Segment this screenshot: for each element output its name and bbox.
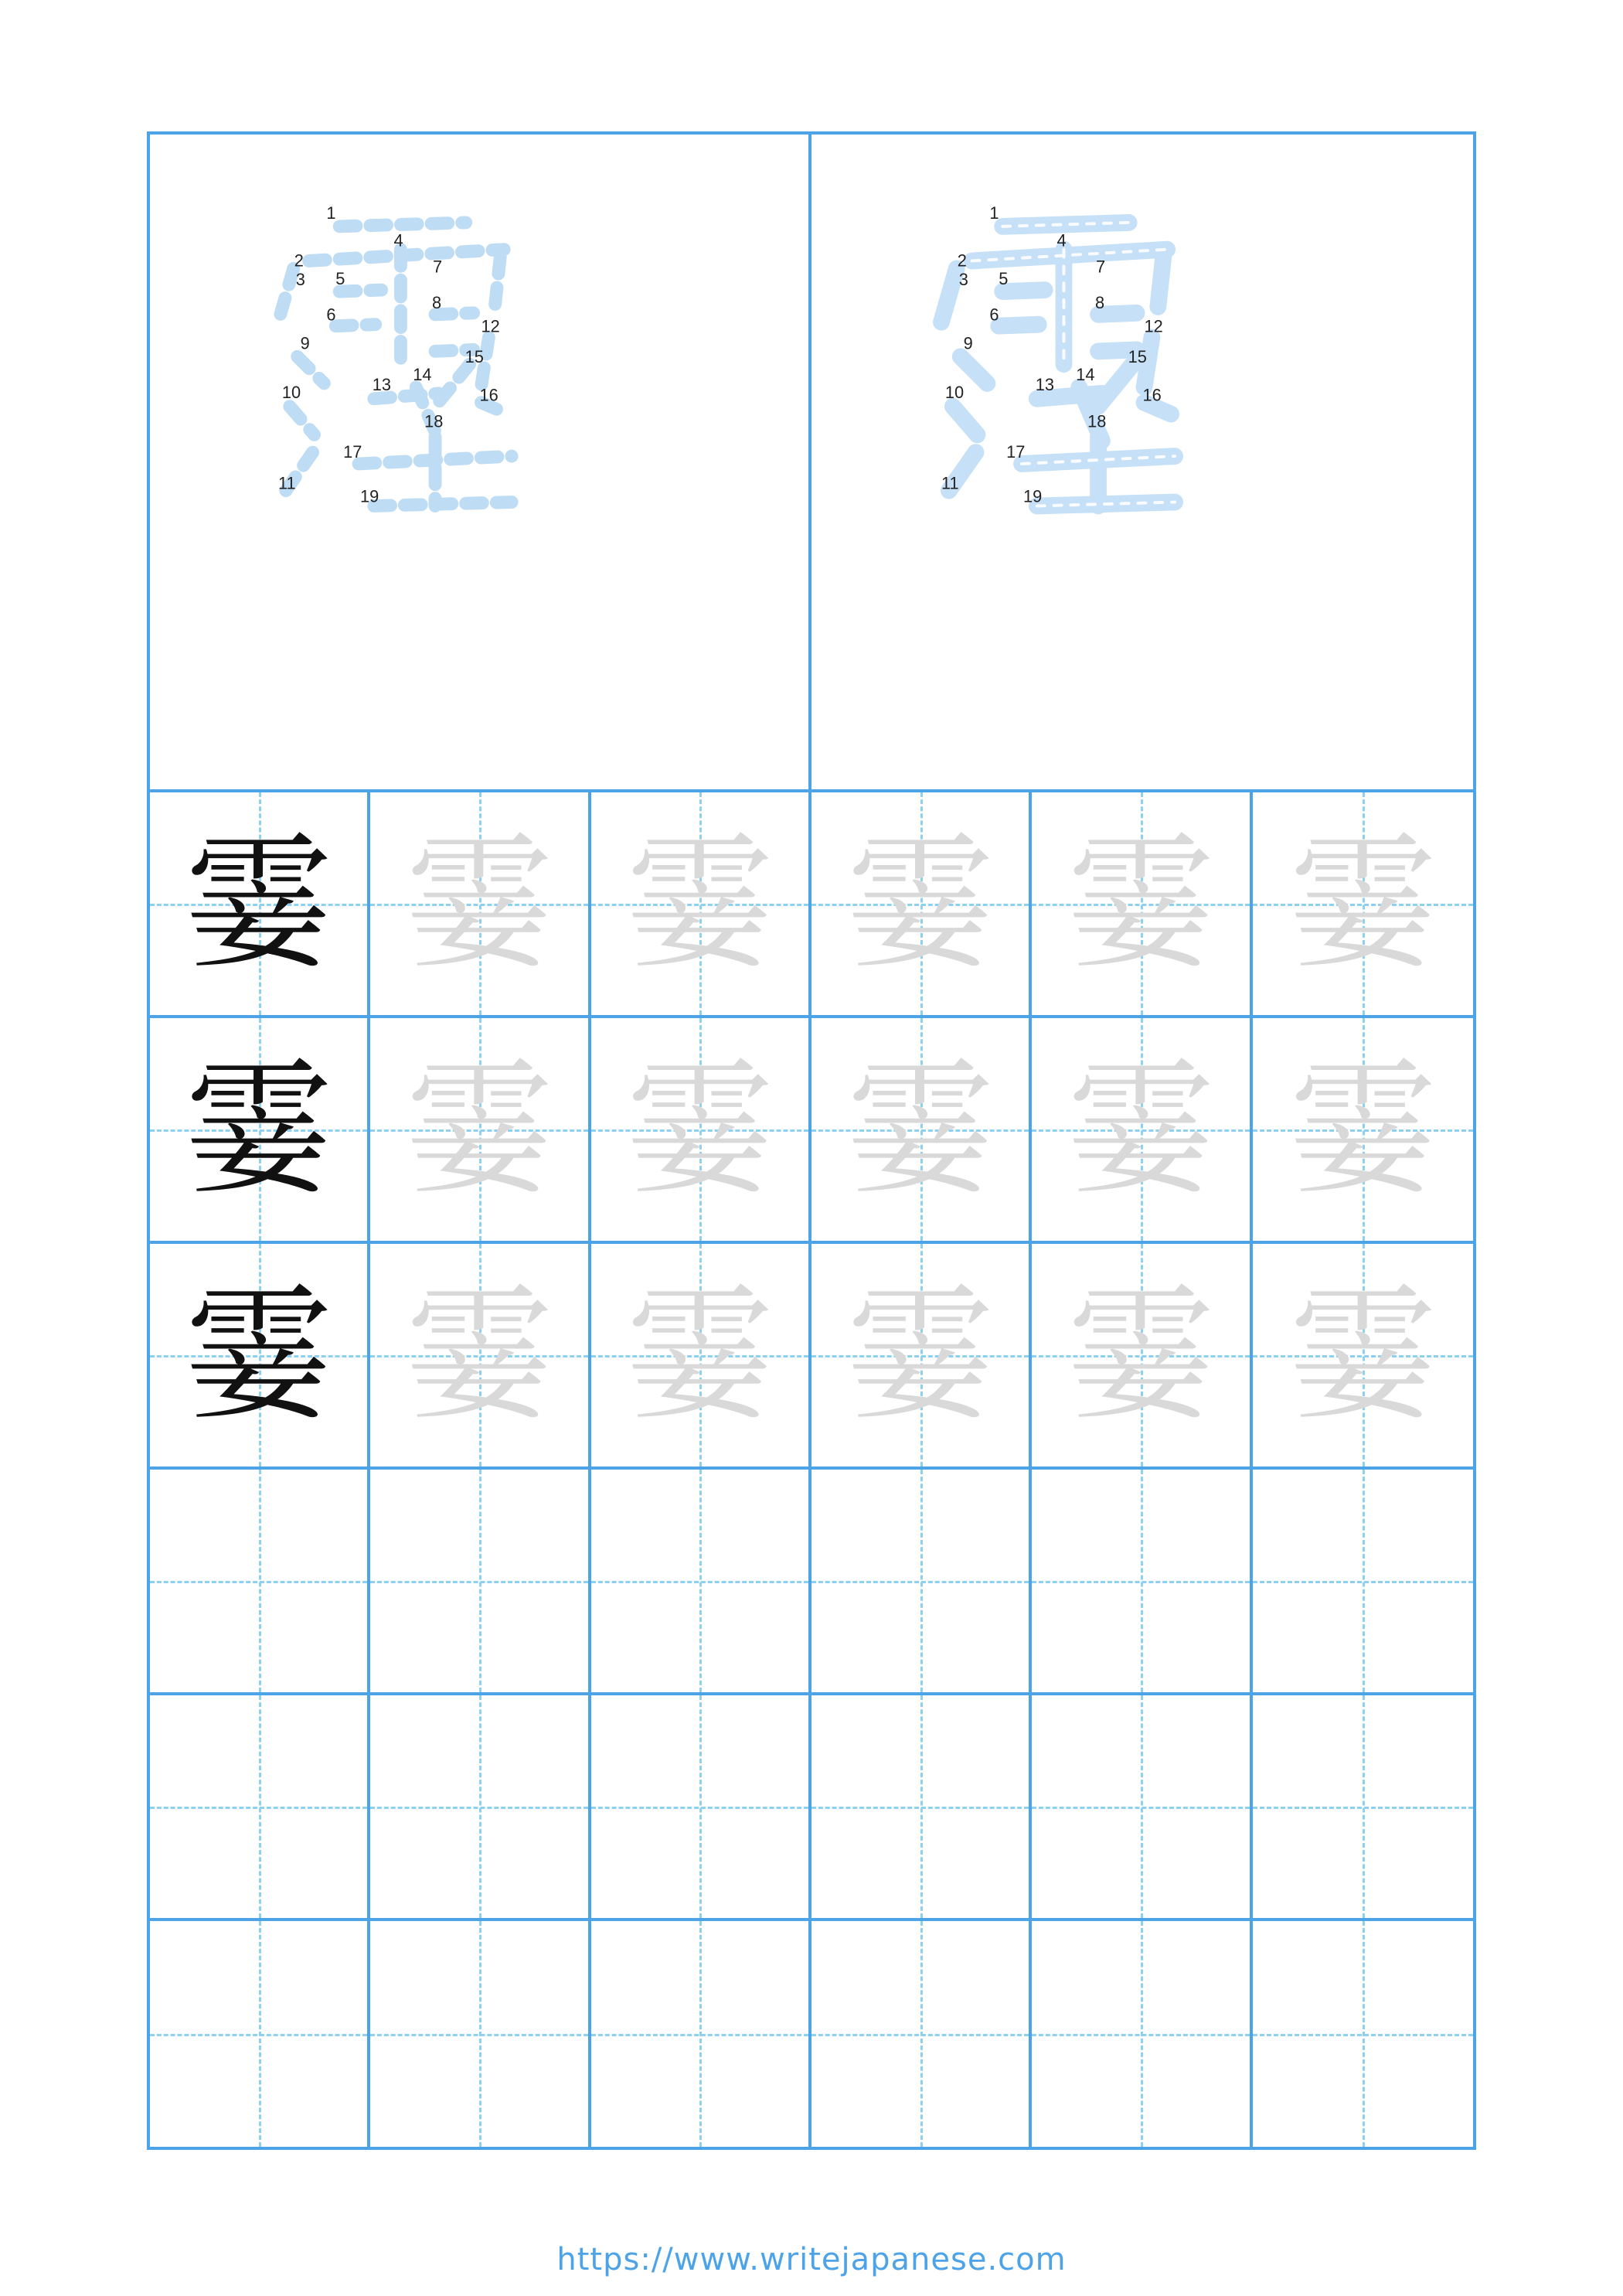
trace-character: 霎 <box>626 1044 774 1214</box>
practice-cell[interactable] <box>591 1018 812 1241</box>
empty-character <box>370 1470 587 1692</box>
model-character: 霎 <box>185 1044 332 1214</box>
svg-text:4: 4 <box>1056 230 1067 250</box>
empty-character <box>1253 1921 1473 2147</box>
svg-text:18: 18 <box>1087 411 1107 431</box>
svg-text:19: 19 <box>1022 486 1043 506</box>
empty-character <box>812 1695 1029 1918</box>
svg-text:8: 8 <box>432 292 442 312</box>
trace-character: 霎 <box>846 1269 994 1440</box>
practice-cell[interactable] <box>150 1018 370 1241</box>
model-character: 霎 <box>185 1269 332 1440</box>
grid-row <box>150 1244 1473 1470</box>
svg-text:18: 18 <box>424 411 444 431</box>
practice-cell[interactable] <box>370 792 590 1015</box>
trace-character: 霎 <box>1067 1044 1214 1214</box>
svg-text:5: 5 <box>999 269 1009 289</box>
empty-character <box>812 1921 1029 2147</box>
practice-cell[interactable] <box>591 1244 812 1467</box>
trace-character: 霎 <box>626 1269 774 1440</box>
svg-text:1: 1 <box>326 203 336 223</box>
trace-character: 霎 <box>1067 1269 1214 1440</box>
worksheet <box>147 131 1476 2277</box>
practice-cell-empty[interactable] <box>591 1695 812 1918</box>
empty-character <box>370 1921 587 2147</box>
practice-cell-empty[interactable] <box>150 1470 370 1692</box>
empty-character <box>591 1470 808 1692</box>
svg-text:1: 1 <box>989 203 999 223</box>
svg-text:15: 15 <box>464 347 484 367</box>
grid-row <box>150 792 1473 1018</box>
practice-cell[interactable] <box>812 792 1032 1015</box>
practice-cell[interactable] <box>150 1244 370 1467</box>
svg-text:16: 16 <box>1142 385 1162 405</box>
practice-cell[interactable] <box>1253 1244 1473 1467</box>
footer-url[interactable]: https://www.writejapanese.com <box>556 2242 1067 2277</box>
empty-character <box>812 1470 1029 1692</box>
svg-text:15: 15 <box>1128 347 1147 367</box>
practice-cell[interactable] <box>150 792 370 1015</box>
svg-text:2: 2 <box>957 250 967 271</box>
svg-text:5: 5 <box>335 269 345 289</box>
svg-text:2: 2 <box>294 250 304 271</box>
svg-text:11: 11 <box>941 473 959 493</box>
stroke-order-panels <box>147 131 1476 792</box>
empty-character <box>1032 1695 1249 1918</box>
practice-cell-empty[interactable] <box>370 1695 590 1918</box>
svg-text:10: 10 <box>281 382 301 402</box>
practice-cell[interactable] <box>591 792 812 1015</box>
svg-text:17: 17 <box>343 442 362 462</box>
practice-cell[interactable] <box>1253 792 1473 1015</box>
svg-text:17: 17 <box>1006 442 1026 462</box>
grid-row <box>150 1695 1473 1921</box>
practice-cell[interactable] <box>812 1244 1032 1467</box>
svg-text:16: 16 <box>479 385 498 405</box>
empty-character <box>1032 1921 1249 2147</box>
practice-cell[interactable] <box>370 1018 590 1241</box>
svg-text:12: 12 <box>1144 316 1163 336</box>
empty-character <box>591 1695 808 1918</box>
svg-text:3: 3 <box>295 270 305 290</box>
practice-cell-empty[interactable] <box>370 1921 590 2147</box>
trace-character: 霎 <box>405 1044 553 1214</box>
practice-cell[interactable] <box>1253 1018 1473 1241</box>
practice-cell[interactable] <box>370 1244 590 1467</box>
empty-character <box>1253 1695 1473 1918</box>
svg-text:6: 6 <box>989 305 999 325</box>
empty-character <box>150 1470 367 1692</box>
stroke-order-panel-filled <box>812 135 1473 789</box>
svg-text:14: 14 <box>1076 364 1095 384</box>
practice-cell-empty[interactable] <box>150 1695 370 1918</box>
practice-cell[interactable] <box>1032 1018 1252 1241</box>
practice-cell-empty[interactable] <box>1032 1921 1252 2147</box>
practice-cell-empty[interactable] <box>1253 1695 1473 1918</box>
trace-character: 霎 <box>846 1044 994 1214</box>
svg-text:4: 4 <box>393 230 403 250</box>
svg-text:10: 10 <box>944 382 965 402</box>
svg-text:12: 12 <box>481 316 500 336</box>
empty-character <box>370 1695 587 1918</box>
practice-cell-empty[interactable] <box>1032 1470 1252 1692</box>
trace-character: 霎 <box>1289 1044 1437 1214</box>
practice-cell[interactable] <box>1032 792 1252 1015</box>
trace-character: 霎 <box>405 818 553 989</box>
trace-character: 霎 <box>1289 818 1437 989</box>
svg-text:7: 7 <box>1096 257 1106 277</box>
practice-cell-empty[interactable] <box>812 1695 1032 1918</box>
svg-text:9: 9 <box>300 333 310 353</box>
empty-character <box>150 1695 367 1918</box>
trace-character: 霎 <box>405 1269 553 1440</box>
grid-row <box>150 1921 1473 2147</box>
svg-text:13: 13 <box>1035 374 1055 394</box>
svg-text:9: 9 <box>963 333 973 353</box>
stroke-order-diagram-filled <box>812 135 1473 789</box>
practice-cell-empty[interactable] <box>1032 1695 1252 1918</box>
trace-character: 霎 <box>1067 818 1214 989</box>
trace-character: 霎 <box>626 818 774 989</box>
practice-cell-empty[interactable] <box>591 1921 812 2147</box>
practice-cell-empty[interactable] <box>370 1470 590 1692</box>
svg-text:19: 19 <box>359 486 379 506</box>
empty-character <box>1032 1470 1249 1692</box>
stroke-order-diagram-outline <box>150 135 808 789</box>
svg-text:8: 8 <box>1095 292 1105 312</box>
trace-character: 霎 <box>1289 1269 1437 1440</box>
practice-cell-empty[interactable] <box>812 1921 1032 2147</box>
practice-cell-empty[interactable] <box>1253 1470 1473 1692</box>
practice-cell-empty[interactable] <box>1253 1921 1473 2147</box>
practice-cell[interactable] <box>812 1018 1032 1241</box>
practice-cell-empty[interactable] <box>591 1470 812 1692</box>
svg-text:13: 13 <box>372 374 392 394</box>
empty-character <box>591 1921 808 2147</box>
trace-character: 霎 <box>846 818 994 989</box>
grid-row <box>150 1018 1473 1244</box>
model-character: 霎 <box>185 818 332 989</box>
svg-text:7: 7 <box>433 257 443 277</box>
empty-character <box>1253 1470 1473 1692</box>
practice-cell[interactable] <box>1032 1244 1252 1467</box>
practice-cell-empty[interactable] <box>150 1921 370 2147</box>
practice-grid <box>147 792 1476 2150</box>
empty-character <box>150 1921 367 2147</box>
svg-text:6: 6 <box>326 305 336 325</box>
svg-text:11: 11 <box>277 473 296 493</box>
svg-text:3: 3 <box>958 270 968 290</box>
stroke-order-panel-outline <box>150 135 812 789</box>
grid-row <box>150 1470 1473 1695</box>
svg-text:14: 14 <box>413 364 432 384</box>
practice-cell-empty[interactable] <box>812 1470 1032 1692</box>
